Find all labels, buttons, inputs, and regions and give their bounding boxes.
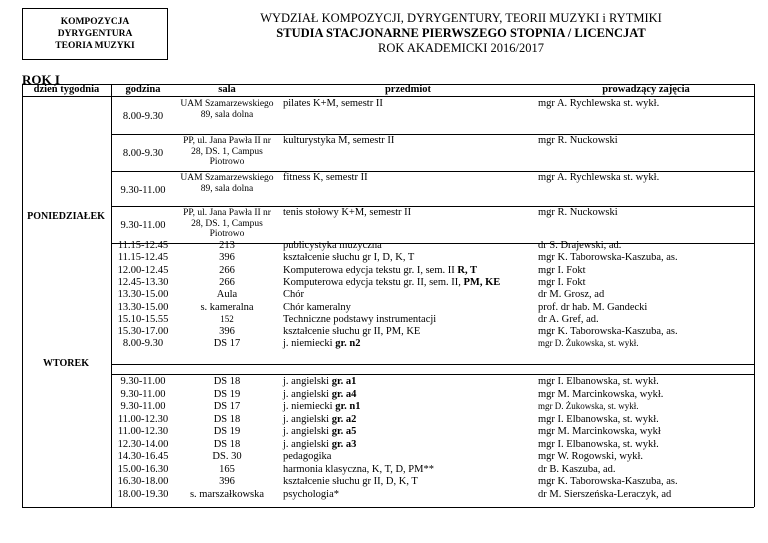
subject-cell <box>283 338 533 349</box>
time-cell: 15.00-16.30 <box>117 463 169 475</box>
subject-cell: tenis stołowy K+M, semestr II <box>283 207 412 218</box>
day-separator-rule <box>111 374 754 375</box>
title-line-3: ROK AKADEMICKI 2016/2017 <box>378 41 544 55</box>
time-cell: 15.30-17.00 <box>117 326 169 338</box>
faculty-box-line: KOMPOZYCJA <box>60 17 130 27</box>
room-cell: DS. 30 <box>212 451 242 462</box>
day-label-tuesday: WTOREK <box>43 358 89 369</box>
year-label: ROK I <box>22 72 60 87</box>
room-cell: DS 19 <box>213 388 241 400</box>
subject-group: gr. a4 <box>331 388 357 400</box>
teacher-cell: mgr D. Żukowska, st. wykł. <box>538 338 639 349</box>
time-cell: 8.00-9.30 <box>122 338 164 350</box>
subject-group: gr. a3 <box>331 438 357 450</box>
subject-text: j. angielski <box>283 438 332 450</box>
teacher-cell: mgr I. Elbanowska, st. wykł. <box>538 413 659 425</box>
subject-text: j. angielski <box>283 376 332 387</box>
room-cell: 396 <box>219 476 235 487</box>
subject-cell <box>283 376 533 387</box>
day-separator-rule <box>111 364 754 365</box>
teacher-cell: mgr M. Marcinkowska, wykł <box>538 426 661 437</box>
teacher-cell: dr A. Gref, ad. <box>538 313 599 325</box>
subject-text: kształcenie słuchu gr II, D, K, T <box>283 476 418 487</box>
subject-text: j. niemiecki <box>283 338 336 350</box>
col-header-subject: przedmiot <box>384 84 432 95</box>
subject-text: j. niemiecki <box>283 401 336 412</box>
room-cell: s. kameralna <box>200 301 254 313</box>
teacher-cell: mgr R. Nuckowski <box>538 135 618 146</box>
title-line-1: WYDZIAŁ KOMPOZYCJI, DYRYGENTURY, TEORII MUZYKI i RYTMIKI <box>260 11 662 25</box>
subject-text: Komputerowa edycja tekstu gr. II, sem. II, <box>283 276 464 288</box>
col-header-time: godzina <box>125 84 161 95</box>
subject-group: R, T <box>457 264 478 276</box>
subject-cell <box>283 426 533 437</box>
teacher-cell: dr S. Drajewski, ad. <box>538 240 622 251</box>
subject-cell: fitness K, semestr II <box>283 172 368 183</box>
subject-text: pedagogika <box>283 451 332 462</box>
col-header-teacher: prowadzący zajęcia <box>602 84 690 95</box>
room-cell: 152 <box>220 313 234 324</box>
teacher-cell: mgr K. Taborowska-Kaszuba, as. <box>538 326 678 338</box>
subject-cell <box>283 240 533 251</box>
day-label-monday: PONIEDZIAŁEK <box>27 211 105 222</box>
room-cell: s. marszałkowska <box>189 488 265 500</box>
time-cell: 16.30-18.00 <box>117 476 169 487</box>
time-cell: 18.00-19.30 <box>117 488 169 500</box>
subject-text: Chór kameralny <box>283 301 351 313</box>
teacher-cell: mgr I. Elbanowska, st. wykł. <box>538 376 659 387</box>
subject-cell: pilates K+M, semestr II <box>283 98 383 109</box>
room-cell: UAM Szamarzewskiego 89, sala dolna <box>180 99 274 120</box>
teacher-cell: mgr D. Żukowska, st. wykł. <box>538 401 639 411</box>
col-header-room: sala <box>218 84 236 95</box>
faculty-box-line: DYRYGENTURA <box>57 29 133 39</box>
subject-cell <box>283 326 533 337</box>
room-cell: DS 18 <box>213 376 241 387</box>
teacher-cell: mgr A. Rychlewska st. wykł. <box>538 172 660 183</box>
subject-text: Komputerowa edycja tekstu gr. I, sem. II <box>283 264 458 276</box>
row-rule <box>111 134 754 135</box>
time-cell: 9.30-11.00 <box>120 388 166 400</box>
time-cell: 14.30-16.45 <box>117 451 169 462</box>
room-cell: PP, ul. Jana Pawła II nr 28, DS. 1, Campus Piotrowo <box>183 136 271 167</box>
teacher-cell: dr M. Grosz, ad <box>538 289 605 301</box>
subject-text: Techniczne podstawy instrumentacji <box>283 313 437 325</box>
document-title <box>176 11 746 56</box>
time-cell: 12.45-13.30 <box>117 276 169 288</box>
room-cell: 396 <box>219 326 235 338</box>
time-cell: 12.00-12.45 <box>117 264 169 276</box>
room-cell: UAM Szamarzewskiego 89, sala dolna <box>180 173 274 194</box>
teacher-cell: mgr I. Fokt <box>538 264 586 276</box>
time-cell: 11.00-12.30 <box>117 413 169 425</box>
subject-group: gr. a1 <box>331 376 357 387</box>
subject-group: PM, KE <box>463 276 501 288</box>
time-cell: 13.30-15.00 <box>117 289 169 301</box>
teacher-cell: mgr I. Elbanowska, st. wykł. <box>538 438 659 450</box>
room-cell: 213 <box>219 240 235 251</box>
time-cell: 15.10-15.55 <box>117 313 169 325</box>
room-cell: DS 17 <box>213 401 241 412</box>
subject-cell <box>283 414 533 425</box>
teacher-cell: mgr W. Rogowski, wykł. <box>538 451 644 462</box>
time-cell: 11.15-12.45 <box>117 240 169 251</box>
subject-text: j. angielski <box>283 426 332 437</box>
time-cell: 8.00-9.30 <box>122 148 164 159</box>
time-cell: 11.15-12.45 <box>117 252 169 264</box>
faculty-box-line: TEORIA MUZYKI <box>55 41 135 51</box>
subject-text: harmonia klasyczna, K, T, D, PM** <box>283 463 434 475</box>
table-border <box>754 84 755 507</box>
subject-cell <box>283 439 533 450</box>
subject-cell <box>283 451 533 462</box>
teacher-cell: mgr I. Fokt <box>538 276 586 288</box>
faculty-box <box>22 8 168 60</box>
time-cell: 9.30-11.00 <box>120 220 166 231</box>
time-cell: 11.00-12.30 <box>117 426 169 437</box>
subject-cell <box>283 389 533 400</box>
row-rule <box>111 171 754 172</box>
teacher-cell: prof. dr hab. M. Gandecki <box>538 301 648 313</box>
subject-text: j. angielski <box>283 388 332 400</box>
subject-cell <box>283 289 533 300</box>
subject-cell <box>283 476 533 487</box>
room-cell: DS 18 <box>213 413 241 425</box>
table-bottom-rule <box>22 507 754 508</box>
teacher-cell: dr M. Sierszeńska-Leraczyk, ad <box>538 488 672 500</box>
subject-cell <box>283 252 533 263</box>
subject-cell <box>283 302 533 313</box>
room-cell: Aula <box>216 289 238 301</box>
subject-group: gr. a5 <box>331 426 357 437</box>
subject-text: kształcenie słuchu gr II, PM, KE <box>283 326 421 338</box>
subject-cell <box>283 314 533 325</box>
room-cell: 266 <box>219 276 235 288</box>
col-header-day: dzień tygodnia <box>33 84 100 95</box>
teacher-cell: mgr K. Taborowska-Kaszuba, as. <box>538 252 678 264</box>
room-cell: PP, ul. Jana Pawła II nr 28, DS. 1, Campus Piotrowo <box>183 208 271 239</box>
subject-group: gr. a2 <box>331 413 357 425</box>
subject-cell <box>283 489 533 500</box>
subject-cell <box>283 464 533 475</box>
subject-cell <box>283 277 533 288</box>
teacher-cell: mgr K. Taborowska-Kaszuba, as. <box>538 476 678 487</box>
subject-text: publicystyka muzyczna <box>283 240 382 251</box>
subject-text: psychologia* <box>283 488 339 500</box>
room-cell: 396 <box>219 252 235 264</box>
subject-text: Chór <box>283 289 304 301</box>
subject-text: kształcenie słuchu gr I, D, K, T <box>283 252 415 264</box>
table-border <box>22 84 23 507</box>
time-cell: 9.30-11.00 <box>120 376 166 387</box>
header-rule <box>22 96 754 97</box>
time-cell: 9.30-11.00 <box>120 185 166 196</box>
subject-text: j. angielski <box>283 413 332 425</box>
teacher-cell: mgr M. Marcinkowska, wykł. <box>538 388 664 400</box>
room-cell: 165 <box>219 463 235 475</box>
time-cell: 13.30-15.00 <box>117 301 169 313</box>
room-cell: DS 18 <box>213 438 241 450</box>
subject-cell <box>283 265 533 276</box>
time-cell: 8.00-9.30 <box>122 111 164 122</box>
teacher-cell: dr B. Kaszuba, ad. <box>538 463 616 475</box>
room-cell: DS 19 <box>213 426 241 437</box>
time-cell: 9.30-11.00 <box>120 401 166 412</box>
room-cell: 266 <box>219 264 235 276</box>
row-rule <box>111 206 754 207</box>
title-line-2: STUDIA STACJONARNE PIERWSZEGO STOPNIA / LICENCJAT <box>276 26 646 40</box>
subject-group: gr. n1 <box>335 401 361 412</box>
subject-cell: kulturystyka M, semestr II <box>283 135 395 146</box>
time-cell: 12.30-14.00 <box>117 438 169 450</box>
teacher-cell: mgr A. Rychlewska st. wykł. <box>538 98 660 109</box>
subject-group: gr. n2 <box>335 338 361 350</box>
teacher-cell: mgr R. Nuckowski <box>538 207 618 218</box>
subject-cell <box>283 401 533 412</box>
room-cell: DS 17 <box>213 338 241 350</box>
